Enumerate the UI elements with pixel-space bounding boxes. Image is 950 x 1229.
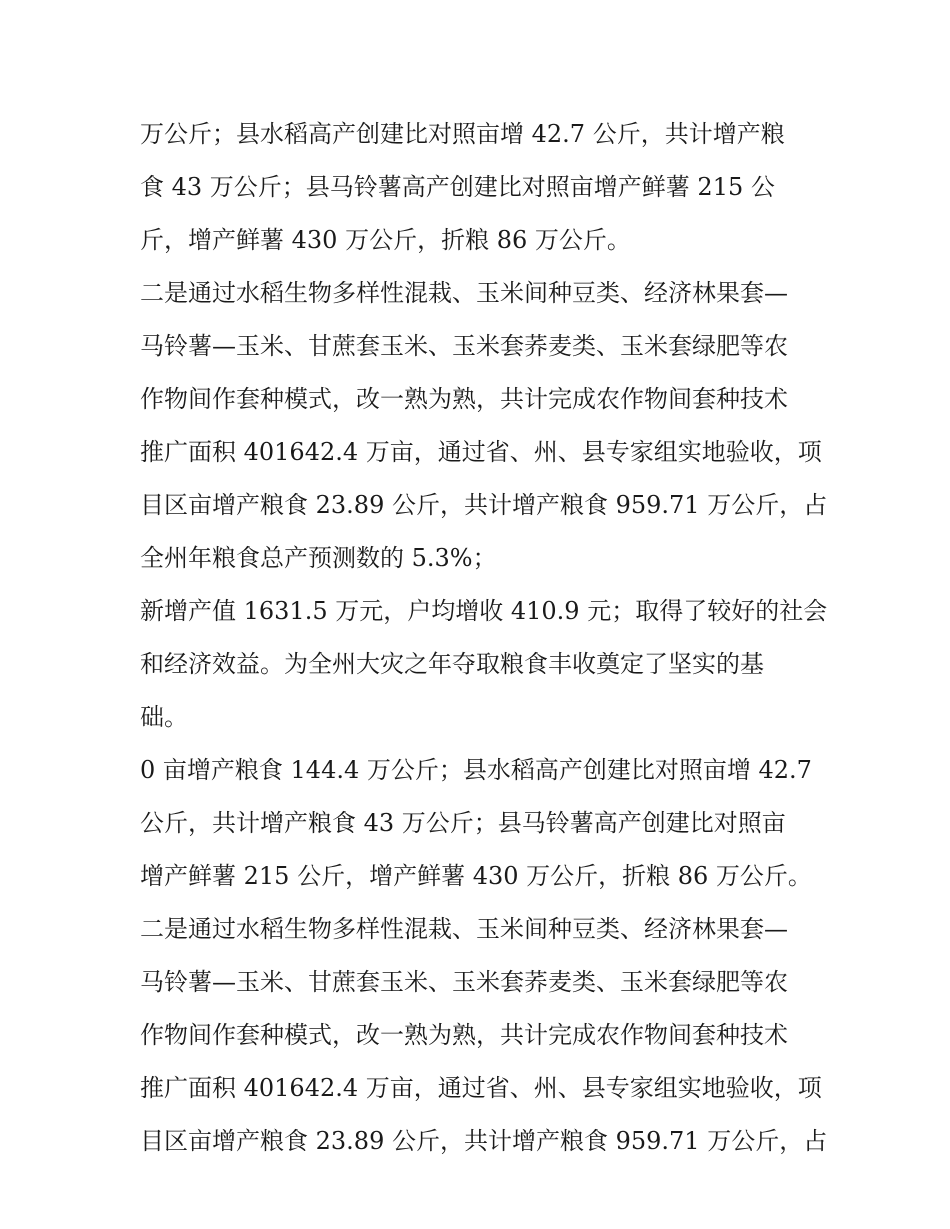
text-line: 万公斤；县水稻高产创建比对照亩增 42.7 公斤，共计增产粮 [140,120,785,148]
text-line: 全州年粮食总产预测数的 5.3%； [140,544,497,572]
body-text [140,108,828,1168]
text-line: 二是通过水稻生物多样性混栽、玉米间种豆类、经济林果套— [140,915,788,943]
text-line: 和经济效益。为全州大灾之年夺取粮食丰收奠定了坚实的基 [140,650,764,678]
text-line: 作物间作套种模式，改一熟为熟，共计完成农作物间套种技术 [140,1021,788,1049]
text-line: 食 43 万公斤；县马铃薯高产创建比对照亩增产鲜薯 215 公 [140,173,775,201]
text-line: 马铃薯—玉米、甘蔗套玉米、玉米套荞麦类、玉米套绿肥等农 [140,332,788,360]
text-line: 础。 [140,703,188,731]
text-line: 新增产值 1631.5 万元，户均增收 410.9 元；取得了较好的社会 [140,597,828,625]
text-line: 斤，增产鲜薯 430 万公斤，折粮 86 万公斤。 [140,226,631,254]
text-line: 目区亩增产粮食 23.89 公斤，共计增产粮食 959.71 万公斤，占 [140,1127,828,1155]
text-line: 马铃薯—玉米、甘蔗套玉米、玉米套荞麦类、玉米套绿肥等农 [140,968,788,996]
text-line: 作物间作套种模式，改一熟为熟，共计完成农作物间套种技术 [140,385,788,413]
text-line: 增产鲜薯 215 公斤，增产鲜薯 430 万公斤，折粮 86 万公斤。 [140,862,812,890]
text-line: 目区亩增产粮食 23.89 公斤，共计增产粮食 959.71 万公斤，占 [140,491,828,519]
text-line: 二是通过水稻生物多样性混栽、玉米间种豆类、经济林果套— [140,279,788,307]
text-line: 公斤，共计增产粮食 43 万公斤；县马铃薯高产创建比对照亩 [140,809,786,837]
text-line: 推广面积 401642.4 万亩，通过省、州、县专家组实地验收，项 [140,438,822,466]
text-line: 0 亩增产粮食 144.4 万公斤；县水稻高产创建比对照亩增 42.7 [140,756,812,784]
text-line: 推广面积 401642.4 万亩，通过省、州、县专家组实地验收，项 [140,1074,822,1102]
